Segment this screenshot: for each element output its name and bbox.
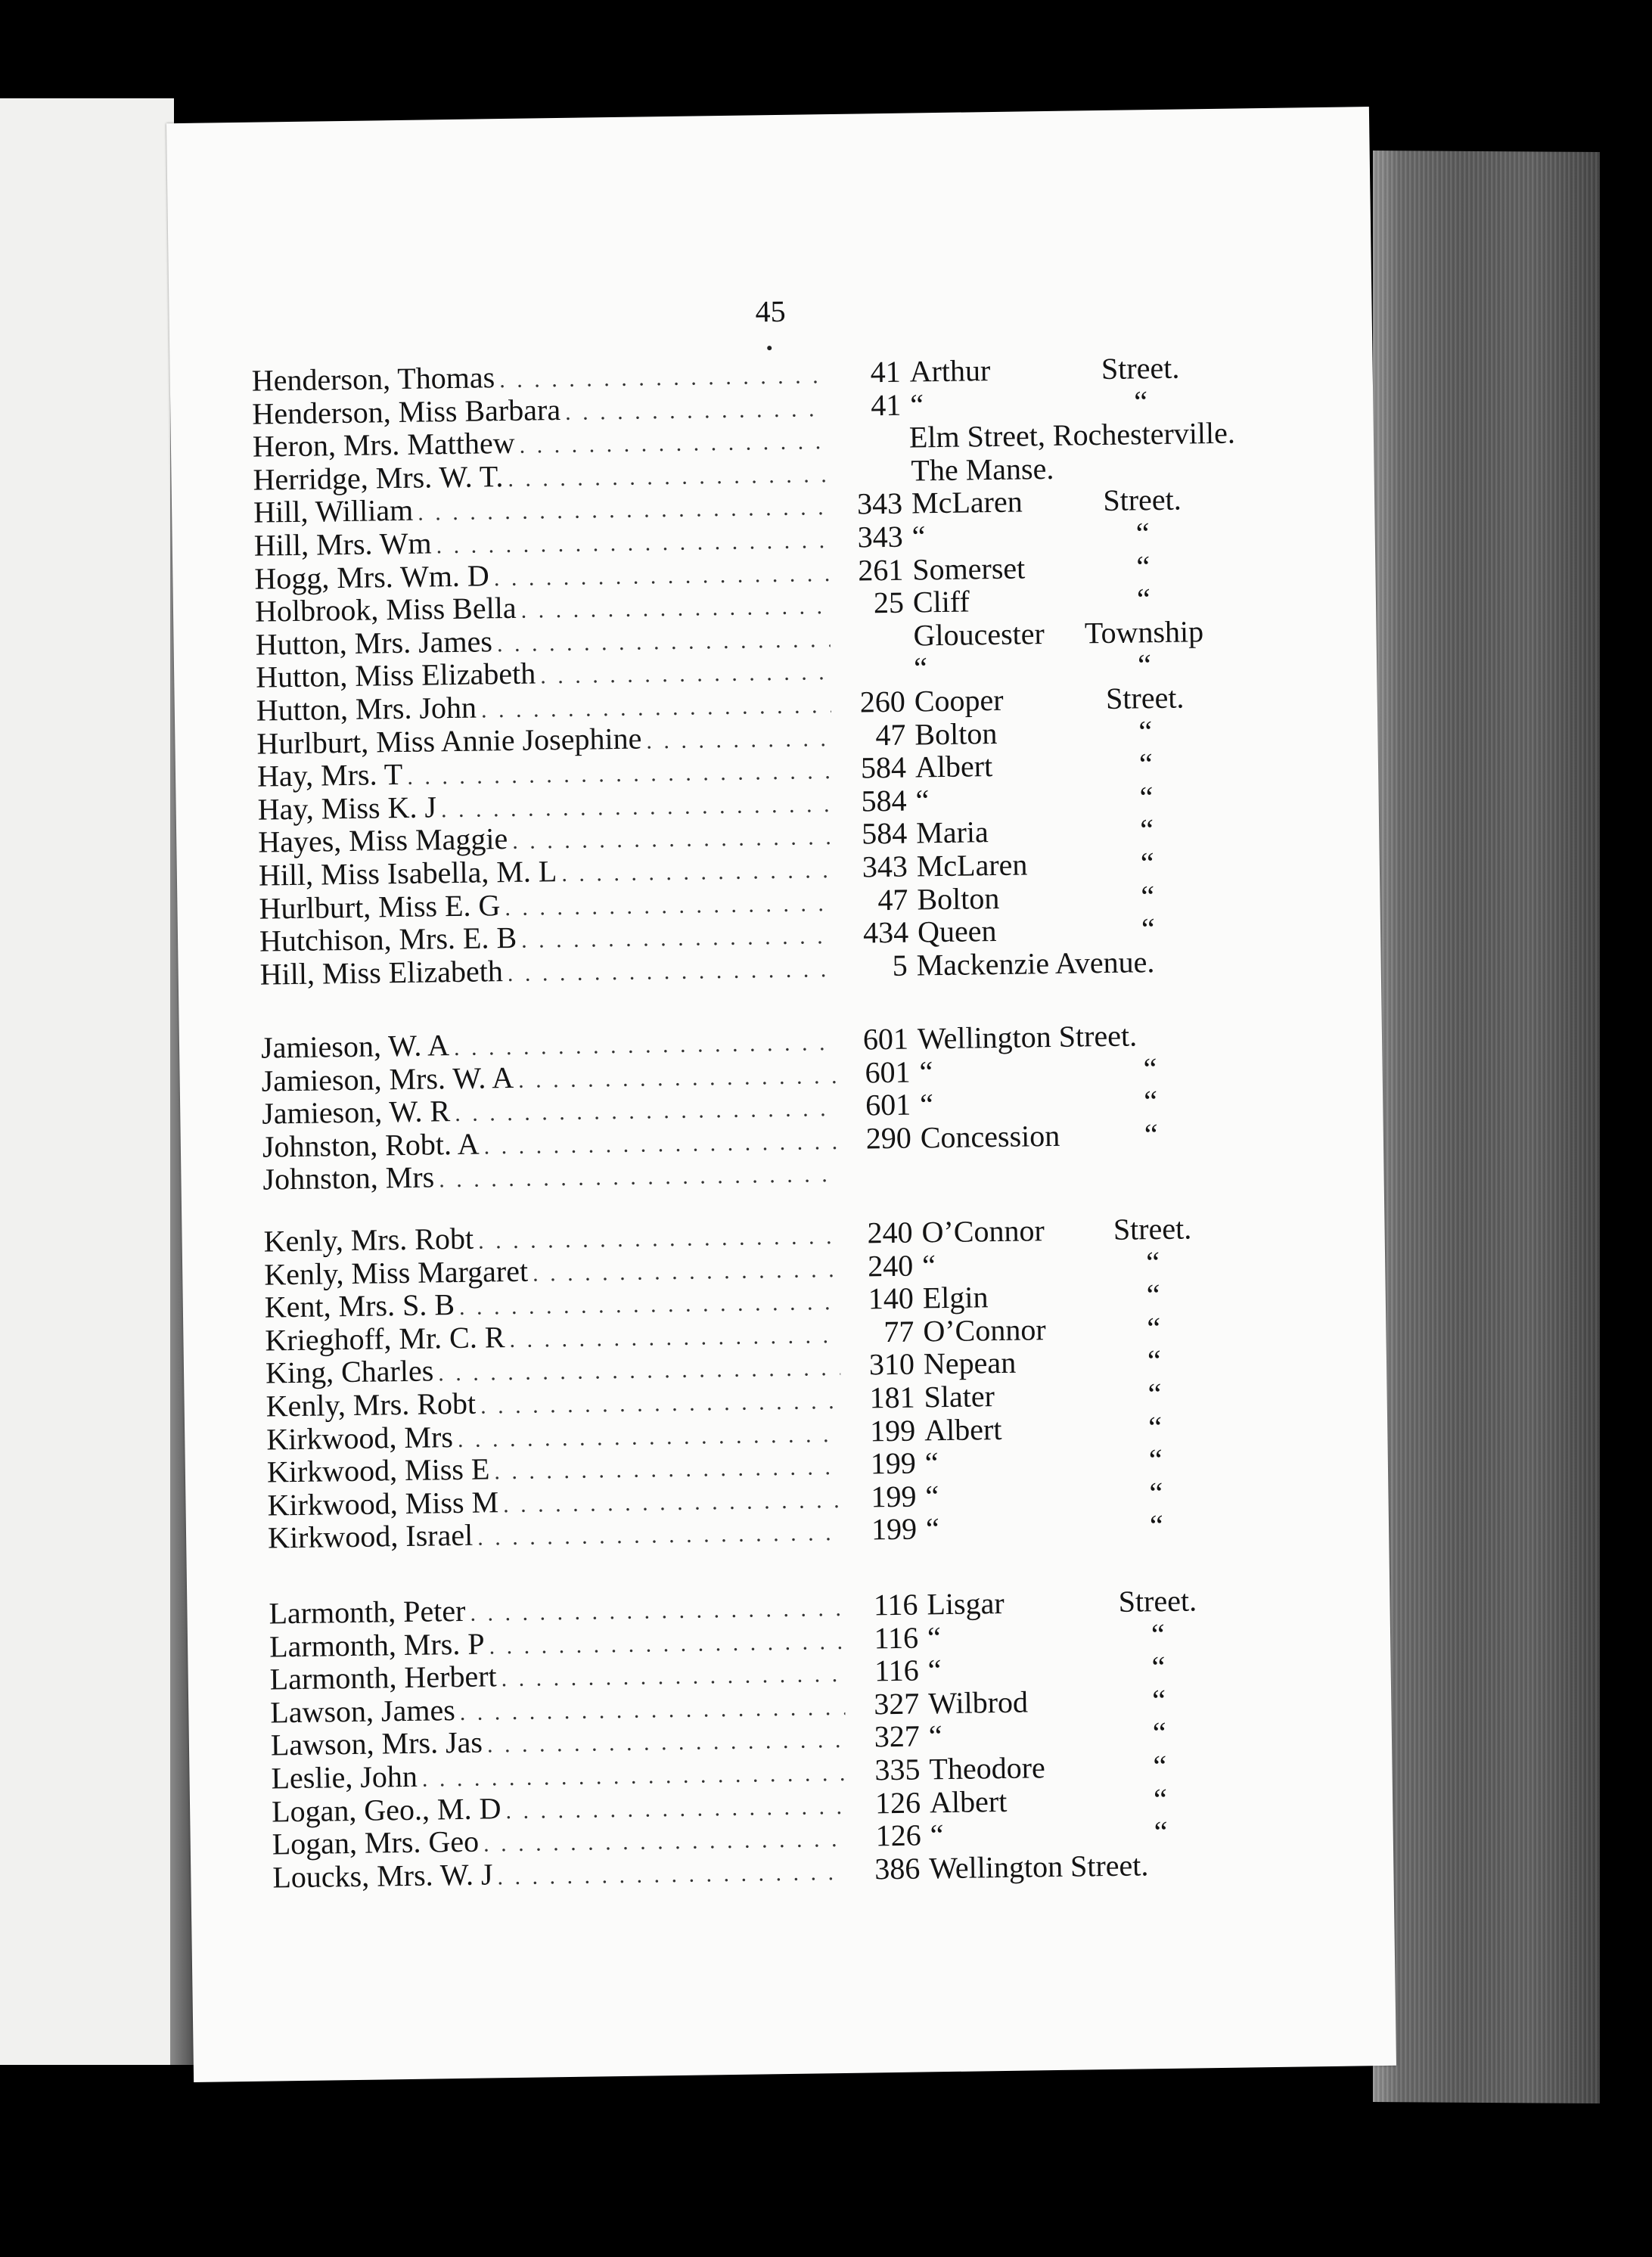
entry-name: Hutton, Mrs. John bbox=[256, 690, 477, 728]
entry-street-type: “ bbox=[1147, 1409, 1163, 1444]
entry-number: 584 bbox=[861, 815, 908, 851]
entry-street: McLaren bbox=[911, 484, 1023, 520]
entry-number: 47 bbox=[877, 882, 908, 917]
entry-number bbox=[831, 448, 900, 449]
entry-name: Jamieson, W. R bbox=[261, 1094, 451, 1131]
entry-street: Mackenzie Avenue. bbox=[916, 944, 1155, 983]
entry-number: 601 bbox=[865, 1087, 911, 1122]
entry-number: 327 bbox=[873, 1686, 920, 1721]
dot-leader bbox=[646, 726, 832, 754]
entry-number: 601 bbox=[862, 1021, 909, 1057]
entry-street-type: “ bbox=[1152, 1715, 1167, 1750]
entry-street-type: Street. bbox=[1105, 680, 1185, 716]
entry-street-type: “ bbox=[1147, 1343, 1162, 1378]
dot-leader bbox=[497, 1860, 846, 1890]
entry-street: McLaren bbox=[916, 847, 1028, 883]
entry-name: Hutton, Miss Elizabeth bbox=[255, 656, 536, 694]
entry-name: Larmonth, Herbert bbox=[269, 1659, 497, 1697]
entry-number: 116 bbox=[874, 1653, 919, 1688]
directory-page bbox=[166, 107, 1396, 2082]
entry-street-type: “ bbox=[1140, 846, 1154, 880]
entry-street-type bbox=[1070, 477, 1214, 479]
entry-name: Johnston, Mrs bbox=[262, 1160, 435, 1197]
entry-street-type: “ bbox=[1136, 582, 1151, 616]
entry-number: 126 bbox=[875, 1818, 922, 1853]
entry-street-type: “ bbox=[1138, 713, 1153, 748]
entry-street-type: Street. bbox=[1113, 1211, 1192, 1246]
entry-street-type: “ bbox=[1138, 747, 1154, 781]
entry-street: Maria bbox=[915, 815, 989, 850]
entry-street: “ bbox=[927, 1653, 942, 1687]
entry-street: Albert bbox=[924, 1411, 1002, 1447]
entry-street: “ bbox=[925, 1478, 939, 1513]
entry-street: Bolton bbox=[914, 716, 998, 752]
dot-leader bbox=[439, 1162, 838, 1193]
entry-number: 181 bbox=[869, 1380, 915, 1415]
entry-name: Hogg, Mrs. Wm. D bbox=[254, 557, 490, 596]
entry-street-type: “ bbox=[1145, 1244, 1160, 1279]
entry-name: Henderson, Thomas bbox=[251, 360, 495, 398]
entry-number: 261 bbox=[858, 552, 904, 588]
entry-name: Lawson, Mrs. Jas bbox=[270, 1725, 483, 1762]
entry-number: 41 bbox=[870, 354, 901, 390]
entry-street-type: “ bbox=[1149, 1508, 1164, 1543]
entry-street-type: “ bbox=[1153, 1781, 1168, 1816]
entry-number: 434 bbox=[862, 914, 909, 950]
entry-number: 199 bbox=[871, 1511, 918, 1547]
entry-street-type: “ bbox=[1147, 1310, 1161, 1346]
entry-street: Elm Street, Rochesterville. bbox=[908, 415, 1236, 455]
entry-street: “ bbox=[927, 1619, 942, 1654]
entry-street-type: Street. bbox=[1101, 350, 1180, 386]
entry-number: 290 bbox=[865, 1120, 912, 1156]
entry-street: “ bbox=[915, 782, 930, 818]
section-k bbox=[263, 1210, 1228, 1554]
entry-number: 116 bbox=[873, 1587, 918, 1622]
page-number: 45 bbox=[755, 293, 786, 329]
entry-name: Hutchison, Mrs. E. B bbox=[259, 920, 517, 958]
entry-name: Hutton, Mrs. James bbox=[255, 624, 493, 662]
entry-street bbox=[912, 1178, 1080, 1181]
entry-street: Somerset bbox=[912, 550, 1026, 587]
entry-name: Kenly, Mrs. Robt bbox=[266, 1386, 477, 1423]
entry-number: 140 bbox=[868, 1281, 914, 1316]
section-h bbox=[251, 349, 1236, 992]
entry-street: Arthur bbox=[909, 353, 991, 389]
entry-street: “ bbox=[913, 650, 928, 685]
entry-number: 335 bbox=[874, 1752, 921, 1787]
dot-leader bbox=[477, 1520, 843, 1551]
entry-number: 343 bbox=[862, 849, 908, 884]
page-edges bbox=[1373, 151, 1600, 2103]
entry-street-type: “ bbox=[1150, 1616, 1166, 1651]
entry-name: Kent, Mrs. S. B bbox=[264, 1287, 455, 1324]
entry-street: Albert bbox=[914, 749, 993, 784]
entry-number: 386 bbox=[874, 1851, 921, 1886]
entry-number: 343 bbox=[856, 486, 903, 521]
entry-street-type: “ bbox=[1139, 812, 1154, 847]
entry-name: Kenly, Mrs. Robt bbox=[263, 1221, 474, 1259]
entry-street: Nepean bbox=[923, 1346, 1017, 1381]
entry-street-type: “ bbox=[1149, 1475, 1163, 1510]
entry-number: 584 bbox=[861, 783, 907, 818]
entry-street-type: “ bbox=[1148, 1442, 1163, 1477]
entry-name: Hay, Miss K. J bbox=[257, 790, 437, 827]
entry-street-type: “ bbox=[1154, 1815, 1168, 1849]
entry-name: Kirkwood, Israel bbox=[267, 1518, 474, 1555]
entry-street-type: “ bbox=[1146, 1278, 1160, 1312]
entry-street: Wellington Street. bbox=[917, 1018, 1138, 1056]
entry-street-type: “ bbox=[1143, 1051, 1157, 1085]
entry-name: Hill, Miss Isabella, M. L bbox=[258, 854, 557, 893]
entry-street: Elgin bbox=[922, 1280, 989, 1315]
entry-number: 25 bbox=[873, 585, 905, 620]
entry-name: Jamieson, W. A bbox=[260, 1028, 450, 1065]
entry-street-type: “ bbox=[1134, 383, 1148, 418]
entry-street-type: Street. bbox=[1103, 482, 1182, 518]
dot-leader bbox=[508, 957, 834, 987]
entry-street-type: “ bbox=[1143, 1084, 1158, 1119]
entry-number: 343 bbox=[857, 519, 904, 554]
entry-number bbox=[833, 480, 902, 481]
entry-name: Hill, William bbox=[253, 493, 414, 530]
entry-name: Johnston, Robt. A bbox=[262, 1126, 480, 1164]
entry-street: Wellington Street. bbox=[928, 1848, 1149, 1886]
entry-number: 77 bbox=[883, 1314, 914, 1349]
entry-number: 601 bbox=[865, 1054, 911, 1090]
section-j bbox=[261, 1017, 1224, 1195]
entry-street-type bbox=[1080, 1176, 1224, 1178]
entry-street: Cliff bbox=[912, 584, 970, 619]
entry-street: O’Connor bbox=[923, 1312, 1046, 1349]
entry-name: Holbrook, Miss Bella bbox=[254, 590, 517, 629]
entry-street: “ bbox=[928, 1718, 942, 1753]
entry-number: 199 bbox=[871, 1479, 917, 1514]
entry-number: 327 bbox=[874, 1718, 921, 1754]
entry-number: 584 bbox=[860, 750, 907, 785]
entry-number bbox=[835, 645, 905, 646]
entry-street: Albert bbox=[929, 1784, 1008, 1819]
entry-street: O’Connor bbox=[921, 1213, 1045, 1250]
entry-name: Heron, Mrs. Matthew bbox=[252, 426, 515, 464]
entry-name: Kirkwood, Miss E bbox=[266, 1451, 490, 1489]
entry-name: Logan, Geo., M. D bbox=[271, 1790, 502, 1829]
entry-number: 5 bbox=[892, 948, 908, 983]
entry-number: 260 bbox=[859, 684, 906, 719]
entry-number: 199 bbox=[870, 1445, 917, 1481]
entry-street-type: Street. bbox=[1118, 1583, 1197, 1619]
entry-number: 41 bbox=[870, 387, 902, 422]
entry-name: Logan, Mrs. Geo bbox=[272, 1824, 480, 1861]
left-facing-page bbox=[0, 98, 174, 2065]
entry-name: Hay, Mrs. T bbox=[256, 757, 403, 793]
entry-street-type: “ bbox=[1147, 1376, 1162, 1411]
entry-name: Henderson, Miss Barbara bbox=[252, 392, 561, 431]
entry-street: “ bbox=[911, 519, 926, 554]
entry-number: 310 bbox=[868, 1346, 915, 1382]
entry-street: “ bbox=[909, 387, 924, 422]
entry-name: Krieghoff, Mr. C. R bbox=[265, 1319, 505, 1358]
entry-street-type: “ bbox=[1141, 911, 1156, 946]
entry-street-type: Township bbox=[1084, 613, 1204, 650]
entry-street-type: “ bbox=[1141, 878, 1155, 913]
entry-name: Hurlburt, Miss Annie Josephine bbox=[256, 721, 642, 761]
entry-street: Cooper bbox=[914, 682, 1004, 719]
section-l bbox=[269, 1582, 1233, 1895]
entry-street: Slater bbox=[924, 1379, 995, 1414]
entry-street: Gloucester bbox=[913, 616, 1045, 653]
entry-street: The Manse. bbox=[911, 451, 1054, 488]
entry-name: Loucks, Mrs. W. J bbox=[272, 1857, 493, 1895]
entry-number: 116 bbox=[874, 1620, 919, 1655]
entry-street-type: “ bbox=[1139, 779, 1154, 815]
entry-street: Theodore bbox=[929, 1750, 1046, 1787]
entry-name: Jamieson, Mrs. W. A bbox=[261, 1060, 514, 1098]
entry-street: “ bbox=[930, 1818, 944, 1852]
entry-street: “ bbox=[921, 1247, 936, 1283]
entry-street: “ bbox=[919, 1087, 934, 1122]
entry-number bbox=[835, 678, 905, 679]
entry-number: 240 bbox=[867, 1248, 914, 1284]
entry-name: Hurlburt, Miss E. G bbox=[259, 887, 501, 926]
entry-street-type: “ bbox=[1135, 516, 1150, 551]
entry-street-type: “ bbox=[1137, 647, 1152, 682]
entry-name: Herridge, Mrs. W. T. bbox=[253, 458, 504, 497]
entry-number: 240 bbox=[867, 1215, 913, 1250]
entry-name: Hill, Miss Elizabeth bbox=[259, 953, 504, 992]
entry-name: Kirkwood, Miss M bbox=[267, 1485, 499, 1523]
entry-street: “ bbox=[924, 1445, 939, 1480]
entry-name: Lawson, James bbox=[270, 1692, 456, 1730]
entry-street: “ bbox=[925, 1511, 940, 1546]
entry-street: Concession bbox=[920, 1118, 1060, 1155]
entry-street: Lisgar bbox=[927, 1585, 1005, 1622]
entry-name: Leslie, John bbox=[271, 1759, 418, 1796]
entry-street: Wilbrod bbox=[927, 1684, 1029, 1721]
entry-street-type: “ bbox=[1144, 1116, 1158, 1152]
entry-street-type: “ bbox=[1152, 1682, 1166, 1718]
entry-street-type: “ bbox=[1153, 1748, 1167, 1784]
entry-street-type: “ bbox=[1151, 1650, 1166, 1684]
entry-name: Hayes, Miss Maggie bbox=[257, 821, 508, 859]
entry-number: 199 bbox=[869, 1413, 916, 1448]
entry-street: Queen bbox=[917, 914, 997, 949]
entry-name: Larmonth, Mrs. P bbox=[269, 1626, 485, 1664]
entry-name: Kirkwood, Mrs bbox=[266, 1419, 454, 1457]
entry-number: 47 bbox=[875, 717, 906, 752]
entry-name: Kenly, Miss Margaret bbox=[263, 1253, 529, 1292]
entry-street: “ bbox=[919, 1054, 933, 1089]
ink-speck bbox=[767, 346, 772, 350]
entry-name: Hill, Mrs. Wm bbox=[253, 526, 432, 563]
entry-street-type: “ bbox=[1136, 548, 1150, 583]
entry-street: Bolton bbox=[917, 880, 1000, 916]
entry-number: 126 bbox=[874, 1785, 921, 1820]
entry-name: Larmonth, Peter bbox=[269, 1593, 466, 1631]
entry-name: King, Charles bbox=[265, 1353, 434, 1390]
